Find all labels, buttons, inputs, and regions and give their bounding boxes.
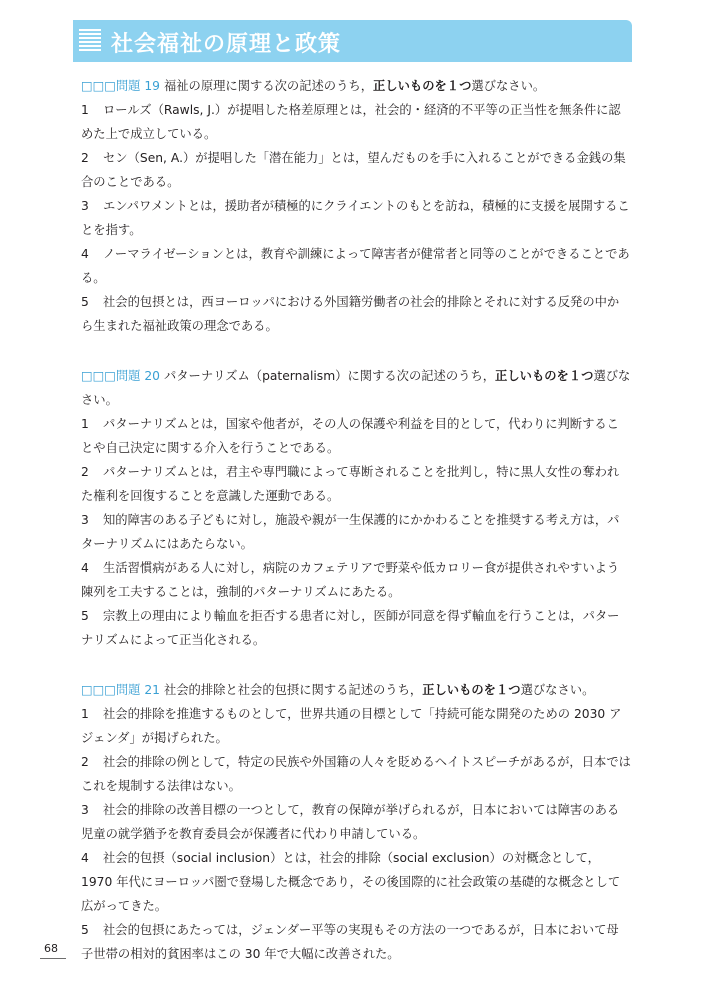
option-text: 社会的排除の例として，特定の民族や外国籍の人々を貶めるヘイトスピーチがあるが，日本ではこれを規制する法律はない。 — [81, 755, 631, 793]
question-header — [81, 74, 631, 98]
option-number: 2 — [81, 755, 89, 769]
option-number: 4 — [81, 561, 89, 575]
option-text: エンパワメントとは，援助者が積極的にクライエントのもとを訪ね，積極的に支援を展開することを指す。 — [81, 199, 630, 237]
option-text: 生活習慣病がある人に対し，病院のカフェテリアで野菜や低カロリー食が提供されやすいよう陳列を工夫することは，強制的パターナリズムにあたる。 — [81, 561, 620, 599]
question-label: 問題 20 — [115, 369, 161, 383]
option-number: 5 — [81, 923, 89, 937]
question-prompt: 社会的排除と社会的包摂に関する記述のうち，正しいものを１つ選びなさい。 — [163, 683, 595, 697]
question-prompt: パターナリズム（paternalism）に関する次の記述のうち，正しいものを１つ選びなさい。 — [81, 369, 631, 407]
question-19 — [81, 74, 631, 338]
option-text: 社会的包摂にあたっては，ジェンダー平等の実現もその方法の一つであるが，日本において母子世帯の相対的貧困率はこの 30 年で大幅に改善された。 — [81, 923, 619, 961]
option-3 — [81, 194, 631, 242]
option-text: 知的障害のある子どもに対し，施設や親が一生保護的にかかわることを推奨する考え方は，パターナリズムにはあたらない。 — [81, 513, 620, 551]
question-prompt: 福祉の原理に関する次の記述のうち，正しいものを１つ選びなさい。 — [163, 79, 546, 93]
chapter-title: 社会福祉の原理と政策 — [111, 32, 342, 57]
option-3 — [81, 798, 631, 846]
checkbox-icons[interactable]: □□□ — [81, 683, 116, 697]
option-4 — [81, 846, 631, 918]
question-label: 問題 19 — [115, 79, 161, 93]
option-text: 宗教上の理由により輸血を拒否する患者に対し，医師が同意を得ず輸血を行うことは，パターナリズムによって正当化される。 — [81, 609, 620, 647]
question-label: 問題 21 — [115, 683, 161, 697]
option-number: 2 — [81, 151, 89, 165]
option-1 — [81, 702, 631, 750]
option-number: 3 — [81, 199, 89, 213]
question-20 — [81, 364, 631, 652]
page-number: 68 — [44, 942, 58, 955]
option-text: ロールズ（Rawls, J.）が提唱した格差原理とは，社会的・経済的不平等の正当性を無条件に認めた上で成立している。 — [81, 103, 621, 141]
option-number: 1 — [81, 103, 89, 117]
option-text: 社会的排除の改善目標の一つとして，教育の保障が挙げられるが，日本においては障害のある児童の就学猶予を教育委員会が保護者に代わり申請している。 — [81, 803, 620, 841]
question-header — [81, 678, 631, 702]
question-list — [81, 74, 631, 992]
option-text: 社会的包摂とは，西ヨーロッパにおける外国籍労働者の社会的排除とそれに対する反発の中から生まれた福祉政策の理念である。 — [81, 295, 620, 333]
header-stripes-icon — [79, 29, 101, 55]
option-number: 5 — [81, 295, 89, 309]
option-5 — [81, 918, 631, 966]
option-number: 3 — [81, 513, 89, 527]
option-5 — [81, 290, 631, 338]
option-4 — [81, 556, 631, 604]
option-4 — [81, 242, 631, 290]
option-text: 社会的排除を推進するものとして，世界共通の目標として「持続可能な開発のための 2030 アジェンダ」が掲げられた。 — [81, 707, 622, 745]
question-21 — [81, 678, 631, 966]
option-5 — [81, 604, 631, 652]
option-2 — [81, 750, 631, 798]
option-1 — [81, 412, 631, 460]
chapter-header-bar — [73, 20, 632, 62]
option-text: パターナリズムとは，国家や他者が，その人の保護や利益を目的として，代わりに判断することや自己決定に関する介入を行うことである。 — [81, 417, 619, 455]
option-2 — [81, 460, 631, 508]
option-text: セン（Sen, A.）が提唱した「潜在能力」とは，望んだものを手に入れることができる金銭の集合のことである。 — [81, 151, 626, 189]
checkbox-icons[interactable]: □□□ — [81, 369, 116, 383]
footer-divider — [40, 958, 66, 959]
option-3 — [81, 508, 631, 556]
option-number: 5 — [81, 609, 89, 623]
option-text: パターナリズムとは，君主や専門職によって専断されることを批判し，特に黒人女性の奪われた権利を回復することを意識した運動である。 — [81, 465, 620, 503]
option-text: ノーマライゼーションとは，教育や訓練によって障害者が健常者と同等のことができることである。 — [81, 247, 630, 285]
question-header — [81, 364, 631, 412]
option-number: 3 — [81, 803, 89, 817]
checkbox-icons[interactable]: □□□ — [81, 79, 116, 93]
option-number: 4 — [81, 247, 89, 261]
option-number: 4 — [81, 851, 89, 865]
option-1 — [81, 98, 631, 146]
option-2 — [81, 146, 631, 194]
option-number: 1 — [81, 707, 89, 721]
option-text: 社会的包摂（social inclusion）とは，社会的排除（social exclusion）の対概念として，1970 年代にヨーロッパ圏で登場した概念であり，その後国際的に社会政策の基礎的な概念として広がってきた。 — [81, 851, 621, 913]
option-number: 1 — [81, 417, 89, 431]
option-number: 2 — [81, 465, 89, 479]
